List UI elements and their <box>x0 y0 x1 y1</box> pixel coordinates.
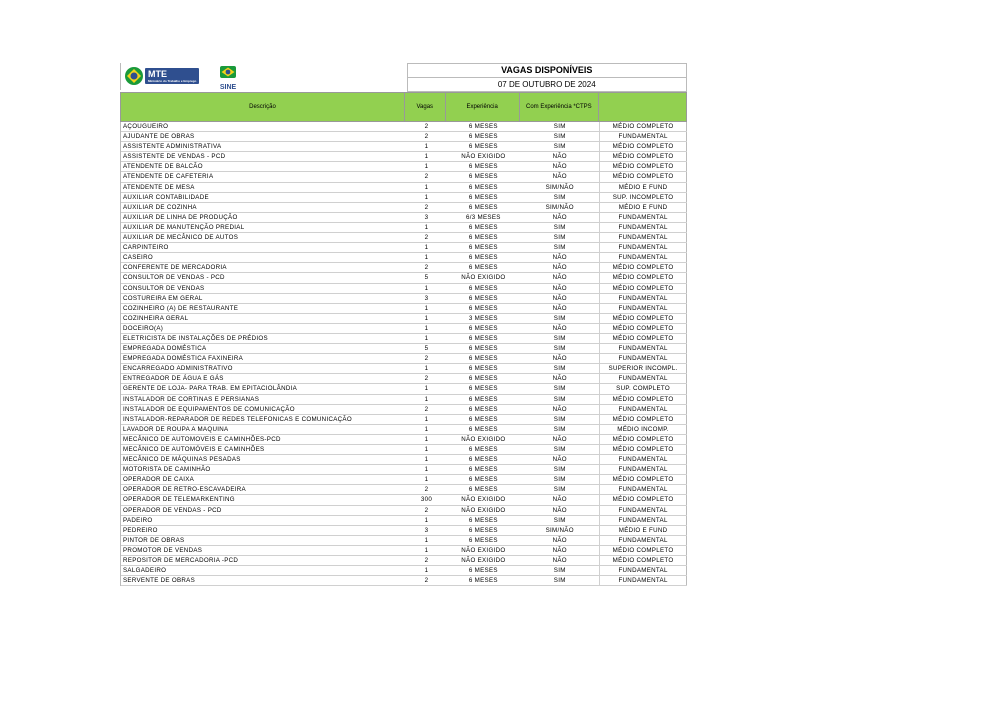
cell-experiencia: 6 MESES <box>468 254 498 262</box>
cell-descricao: INSTALADOR-REPARADOR DE REDES TELEFONICAS E COMUNICAÇÃO <box>123 415 352 423</box>
cell-experiencia: 6 MESES <box>468 345 498 353</box>
cell-escolaridade: FUNDAMENTAL <box>599 455 687 464</box>
cell-vagas: 1 <box>424 183 429 191</box>
cell-vagas: 1 <box>424 435 429 443</box>
cell-escolaridade: MÉDIO COMPLETO <box>599 263 687 272</box>
cell-escolaridade: MÉDIO COMPLETO <box>599 152 687 161</box>
table-row <box>121 465 687 475</box>
cell-com-experiencia: SIM <box>553 486 566 494</box>
table-row <box>121 455 687 465</box>
cell-vagas: 1 <box>424 304 429 312</box>
table-row <box>121 314 687 324</box>
cell-experiencia: 6 MESES <box>468 173 498 181</box>
cell-com-experiencia: NÃO <box>552 264 567 272</box>
cell-descricao: SALGADEIRO <box>123 567 167 575</box>
table-row <box>121 405 687 415</box>
cell-descricao: COSTUREIRA EM GERAL <box>123 294 203 302</box>
cell-escolaridade: FUNDAMENTAL <box>599 465 687 474</box>
cell-com-experiencia: SIM <box>553 446 566 453</box>
cell-vagas: 1 <box>424 415 429 423</box>
table-row <box>121 273 687 283</box>
cell-escolaridade: MÉDIO E FUND <box>599 526 687 535</box>
cell-vagas: 1 <box>424 567 429 575</box>
cell-experiencia: 6 MESES <box>468 203 498 211</box>
table-row <box>121 172 687 182</box>
cell-escolaridade: MÉDIO E FUND <box>599 203 687 212</box>
cell-descricao: GERENTE DE LOJA- PARA TRAB. EM EPITACIOLÂNDIA <box>123 385 298 393</box>
cell-escolaridade: FUNDAMENTAL <box>599 576 687 585</box>
table-header <box>120 92 687 122</box>
cell-com-experiencia: NÃO <box>552 546 567 554</box>
cell-experiencia: 6 MESES <box>468 385 498 393</box>
mte-logo <box>124 66 199 86</box>
cell-experiencia: 6 MESES <box>468 536 498 544</box>
cell-com-experiencia: NÃO <box>552 324 567 332</box>
cell-descricao: COZINHEIRO (A) DE RESTAURANTE <box>123 304 239 312</box>
cell-escolaridade: FUNDAMENTAL <box>599 566 687 575</box>
cell-descricao: AUXILIAR DE COZINHA <box>123 203 197 211</box>
cell-experiencia: 6 MESES <box>468 516 498 524</box>
cell-vagas: 2 <box>424 405 429 413</box>
cell-com-experiencia: NÃO <box>552 355 567 363</box>
page-title: VAGAS DISPONÍVEIS <box>407 63 688 77</box>
cell-descricao: ENCARREGADO ADMINISTRATIVO <box>123 365 233 373</box>
cell-vagas: 1 <box>424 254 429 262</box>
cell-escolaridade: MÉDIO COMPLETO <box>599 334 687 343</box>
table-row <box>121 576 687 586</box>
cell-descricao: ATENDENTE DE CAFETERIA <box>123 173 214 181</box>
table-row <box>121 566 687 576</box>
cell-com-experiencia: NÃO <box>552 153 567 161</box>
cell-descricao: OPERADOR DE TELEMARKENTING <box>123 496 235 504</box>
table-row <box>121 324 687 334</box>
cell-com-experiencia: NÃO <box>552 213 567 221</box>
cell-descricao: EMPREGADA DOMÉSTICA <box>123 345 207 353</box>
cell-descricao: CARPINTEIRO <box>123 244 169 252</box>
cell-experiencia: 6 MESES <box>468 264 498 272</box>
cell-escolaridade: MÉDIO COMPLETO <box>599 284 687 293</box>
cell-com-experiencia: SIM <box>553 425 566 433</box>
cell-com-experiencia: SIM/NÃO <box>545 526 574 534</box>
cell-experiencia: 6 MESES <box>468 234 498 242</box>
cell-com-experiencia: SIM <box>553 395 566 403</box>
cell-experiencia: 6 MESES <box>468 193 498 201</box>
cell-experiencia: 6 MESES <box>468 577 498 585</box>
col-com-experiencia: Com Experiência *CTPS <box>520 93 599 121</box>
table-row <box>121 132 687 142</box>
cell-descricao: OPERADOR DE RETRO-ESCAVADEIRA <box>123 486 246 494</box>
cell-com-experiencia: SIM <box>553 385 566 393</box>
cell-experiencia: 6 MESES <box>468 294 498 302</box>
cell-com-experiencia: NÃO <box>552 173 567 181</box>
cell-descricao: MECÂNICO DE AUTOMÓVEIS E CAMINHÕES <box>123 446 265 453</box>
cell-escolaridade: MÉDIO COMPLETO <box>599 435 687 444</box>
cell-experiencia: 6 MESES <box>468 446 498 453</box>
cell-com-experiencia: SIM <box>553 193 566 201</box>
table-row <box>121 203 687 213</box>
cell-escolaridade: MÉDIO E FUND <box>599 183 687 192</box>
cell-com-experiencia: SIM <box>553 345 566 353</box>
table-row <box>121 415 687 425</box>
cell-descricao: INSTALADOR DE EQUIPAMENTOS DE COMUNICAÇÃO <box>123 405 295 413</box>
logo-area <box>120 63 407 90</box>
cell-vagas: 2 <box>424 375 429 383</box>
cell-escolaridade: FUNDAMENTAL <box>599 132 687 141</box>
cell-experiencia: 6 MESES <box>468 466 498 474</box>
cell-com-experiencia: SIM/NÃO <box>545 203 574 211</box>
cell-com-experiencia: NÃO <box>552 254 567 262</box>
sine-logo: SINE <box>215 65 241 92</box>
cell-descricao: AUXILIAR CONTABILIDADE <box>123 193 209 201</box>
cell-experiencia: 6 MESES <box>468 405 498 413</box>
cell-vagas: 1 <box>424 456 429 464</box>
cell-escolaridade: MÉDIO COMPLETO <box>599 122 687 131</box>
cell-descricao: CONSULTOR DE VENDAS <box>123 284 205 292</box>
cell-escolaridade: FUNDAMENTAL <box>599 223 687 232</box>
cell-experiencia: 6 MESES <box>468 355 498 363</box>
cell-descricao: AUXILIAR DE LINHA DE PRODUÇÃO <box>123 213 238 221</box>
cell-vagas: 1 <box>424 466 429 474</box>
cell-vagas: 1 <box>424 446 429 453</box>
cell-experiencia: 6 MESES <box>468 425 498 433</box>
cell-descricao: PEDREIRO <box>123 526 158 534</box>
title-block <box>407 63 688 92</box>
table-row <box>121 284 687 294</box>
cell-vagas: 2 <box>424 355 429 363</box>
table-body <box>120 122 687 586</box>
table-row <box>121 213 687 223</box>
table-row <box>121 485 687 495</box>
job-vacancies-sheet <box>120 63 687 586</box>
cell-escolaridade: MÉDIO COMPLETO <box>599 142 687 151</box>
cell-com-experiencia: SIM <box>553 466 566 474</box>
cell-vagas: 1 <box>424 546 429 554</box>
cell-com-experiencia: SIM/NÃO <box>545 183 574 191</box>
cell-vagas: 1 <box>424 476 429 484</box>
table-row <box>121 294 687 304</box>
table-row <box>121 142 687 152</box>
cell-vagas: 1 <box>424 163 429 171</box>
cell-descricao: AJUDANTE DE OBRAS <box>123 133 195 141</box>
table-row <box>121 263 687 273</box>
cell-experiencia: 6/3 MESES <box>466 213 501 221</box>
cell-com-experiencia: NÃO <box>552 163 567 171</box>
table-row <box>121 425 687 435</box>
cell-experiencia: 6 MESES <box>468 375 498 383</box>
cell-descricao: CONFERENTE DE MERCADORIA <box>123 264 227 272</box>
col-escolaridade <box>599 93 686 121</box>
cell-vagas: 2 <box>424 557 429 565</box>
cell-vagas: 2 <box>424 486 429 494</box>
cell-descricao: INSTALADOR DE CORTINAS E PERSIANAS <box>123 395 260 403</box>
cell-com-experiencia: NÃO <box>552 405 567 413</box>
cell-experiencia: 6 MESES <box>468 284 498 292</box>
cell-vagas: 3 <box>424 294 429 302</box>
cell-vagas: 1 <box>424 385 429 393</box>
cell-vagas: 1 <box>424 193 429 201</box>
table-row <box>121 395 687 405</box>
cell-vagas: 3 <box>424 213 429 221</box>
cell-descricao: AÇOUGUEIRO <box>123 123 169 130</box>
cell-escolaridade: MÉDIO COMPLETO <box>599 172 687 181</box>
cell-vagas: 1 <box>424 395 429 403</box>
cell-vagas: 2 <box>424 173 429 181</box>
cell-vagas: 1 <box>424 314 429 322</box>
table-row <box>121 152 687 162</box>
cell-descricao: OPERADOR DE CAIXA <box>123 476 195 484</box>
cell-vagas: 2 <box>424 203 429 211</box>
cell-com-experiencia: NÃO <box>552 435 567 443</box>
cell-vagas: 1 <box>424 365 429 373</box>
cell-descricao: OPERADOR DE VENDAS - PCD <box>123 506 222 514</box>
cell-escolaridade: FUNDAMENTAL <box>599 304 687 313</box>
cell-escolaridade: SUPERIOR INCOMPL. <box>599 364 687 373</box>
table-row <box>121 354 687 364</box>
table-row <box>121 536 687 546</box>
table-row <box>121 506 687 516</box>
cell-vagas: 3 <box>424 526 429 534</box>
cell-descricao: PINTOR DE OBRAS <box>123 536 185 544</box>
cell-escolaridade: SUP. COMPLETO <box>599 384 687 393</box>
cell-descricao: MECÂNICO DE AUTOMOVEIS E CAMINHÕES-PCD <box>123 435 281 443</box>
cell-escolaridade: MÉDIO INCOMP. <box>599 425 687 434</box>
cell-com-experiencia: NÃO <box>552 456 567 464</box>
cell-com-experiencia: NÃO <box>552 496 567 504</box>
brazil-flag-icon <box>124 66 144 86</box>
cell-com-experiencia: SIM <box>553 577 566 585</box>
cell-experiencia: 3 MESES <box>468 314 498 322</box>
cell-experiencia: NÃO EXIGIDO <box>461 496 506 504</box>
cell-escolaridade: MÉDIO COMPLETO <box>599 415 687 424</box>
cell-descricao: ASSISTENTE DE VENDAS - PCD <box>123 153 226 161</box>
cell-descricao: AUXILIAR DE MECÂNICO DE AUTOS <box>123 234 239 242</box>
cell-escolaridade: FUNDAMENTAL <box>599 233 687 242</box>
cell-experiencia: 6 MESES <box>468 365 498 373</box>
cell-experiencia: 6 MESES <box>468 123 498 130</box>
cell-descricao: DOCEIRO(A) <box>123 324 164 332</box>
cell-descricao: ATENDENTE DE MESA <box>123 183 195 191</box>
cell-escolaridade: MÉDIO COMPLETO <box>599 556 687 565</box>
cell-experiencia: 6 MESES <box>468 324 498 332</box>
cell-vagas: 1 <box>424 334 429 342</box>
table-row <box>121 516 687 526</box>
cell-descricao: ENTREGADOR DE ÁGUA E GÁS <box>123 375 224 383</box>
table-row <box>121 475 687 485</box>
cell-vagas: 2 <box>424 264 429 272</box>
cell-escolaridade: FUNDAMENTAL <box>599 294 687 303</box>
cell-escolaridade: FUNDAMENTAL <box>599 253 687 262</box>
cell-com-experiencia: SIM <box>553 133 566 141</box>
cell-escolaridade: FUNDAMENTAL <box>599 374 687 383</box>
cell-vagas: 2 <box>424 577 429 585</box>
cell-com-experiencia: SIM <box>553 415 566 423</box>
cell-com-experiencia: SIM <box>553 476 566 484</box>
table-row <box>121 364 687 374</box>
cell-descricao: PADEIRO <box>123 516 153 524</box>
cell-escolaridade: FUNDAMENTAL <box>599 485 687 494</box>
cell-descricao: ELETRICISTA DE INSTALAÇÕES DE PRÉDIOS <box>123 334 268 342</box>
cell-vagas: 2 <box>424 234 429 242</box>
cell-com-experiencia: SIM <box>553 123 566 130</box>
cell-descricao: SERVENTE DE OBRAS <box>123 577 196 585</box>
cell-vagas: 1 <box>424 143 429 151</box>
cell-escolaridade: FUNDAMENTAL <box>599 536 687 545</box>
cell-com-experiencia: SIM <box>553 365 566 373</box>
cell-escolaridade: SUP. INCOMPLETO <box>599 193 687 202</box>
cell-com-experiencia: NÃO <box>552 294 567 302</box>
table-row <box>121 122 687 132</box>
cell-vagas: 1 <box>424 536 429 544</box>
table-row <box>121 374 687 384</box>
cell-escolaridade: FUNDAMENTAL <box>599 405 687 414</box>
cell-com-experiencia: NÃO <box>552 274 567 282</box>
cell-vagas: 2 <box>424 506 429 514</box>
cell-experiencia: 6 MESES <box>468 486 498 494</box>
cell-descricao: AUXILIAR DE MANUTENÇÃO PREDIAL <box>123 223 245 231</box>
cell-com-experiencia: SIM <box>553 244 566 252</box>
cell-descricao: CASEIRO <box>123 254 153 262</box>
cell-escolaridade: FUNDAMENTAL <box>599 213 687 222</box>
cell-com-experiencia: NÃO <box>552 284 567 292</box>
table-row <box>121 526 687 536</box>
cell-escolaridade: MÉDIO COMPLETO <box>599 546 687 555</box>
table-row <box>121 193 687 203</box>
page-date: 07 DE OUTUBRO DE 2024 <box>407 77 688 92</box>
cell-com-experiencia: SIM <box>553 334 566 342</box>
cell-experiencia: 6 MESES <box>468 183 498 191</box>
cell-experiencia: 6 MESES <box>468 133 498 141</box>
cell-com-experiencia: NÃO <box>552 536 567 544</box>
table-row <box>121 183 687 193</box>
cell-com-experiencia: NÃO <box>552 506 567 514</box>
cell-vagas: 5 <box>424 345 429 353</box>
cell-com-experiencia: NÃO <box>552 304 567 312</box>
cell-experiencia: 6 MESES <box>468 526 498 534</box>
cell-escolaridade: MÉDIO COMPLETO <box>599 395 687 404</box>
cell-descricao: MOTORISTA DE CAMINHÃO <box>123 466 211 474</box>
cell-escolaridade: FUNDAMENTAL <box>599 243 687 252</box>
cell-escolaridade: FUNDAMENTAL <box>599 516 687 525</box>
col-vagas: Vagas <box>405 93 446 121</box>
cell-vagas: 1 <box>424 244 429 252</box>
cell-escolaridade: MÉDIO COMPLETO <box>599 314 687 323</box>
sheet-header <box>120 63 687 92</box>
cell-com-experiencia: SIM <box>553 223 566 231</box>
table-row <box>121 435 687 445</box>
col-experiencia: Experiência <box>446 93 520 121</box>
cell-com-experiencia: NÃO <box>552 557 567 565</box>
cell-descricao: EMPREGADA DOMÉSTICA FAXINEIRA <box>123 355 244 363</box>
cell-descricao: CONSULTOR DE VENDAS - PCD <box>123 274 225 282</box>
cell-escolaridade: MÉDIO COMPLETO <box>599 445 687 454</box>
table-row <box>121 253 687 263</box>
cell-vagas: 1 <box>424 425 429 433</box>
cell-com-experiencia: SIM <box>553 314 566 322</box>
table-row <box>121 495 687 505</box>
cell-vagas: 1 <box>424 284 429 292</box>
table-row <box>121 223 687 233</box>
cell-experiencia: 6 MESES <box>468 163 498 171</box>
cell-com-experiencia: SIM <box>553 143 566 151</box>
cell-experiencia: 6 MESES <box>468 476 498 484</box>
table-row <box>121 344 687 354</box>
table-row <box>121 304 687 314</box>
cell-vagas: 1 <box>424 153 429 161</box>
cell-experiencia: 6 MESES <box>468 456 498 464</box>
cell-com-experiencia: SIM <box>553 234 566 242</box>
cell-experiencia: NÃO EXIGIDO <box>461 153 506 161</box>
cell-escolaridade: MÉDIO COMPLETO <box>599 475 687 484</box>
table-row <box>121 162 687 172</box>
cell-vagas: 1 <box>424 324 429 332</box>
table-row <box>121 384 687 394</box>
table-row <box>121 233 687 243</box>
sine-emblem-icon <box>219 65 237 79</box>
cell-escolaridade: MÉDIO COMPLETO <box>599 162 687 171</box>
cell-experiencia: NÃO EXIGIDO <box>461 274 506 282</box>
cell-experiencia: NÃO EXIGIDO <box>461 557 506 565</box>
cell-descricao: PROMOTOR DE VENDAS <box>123 546 203 554</box>
cell-descricao: ATENDENTE DE BALCÃO <box>123 163 203 171</box>
table-row <box>121 556 687 566</box>
cell-escolaridade: MÉDIO COMPLETO <box>599 495 687 504</box>
cell-experiencia: 6 MESES <box>468 143 498 151</box>
cell-vagas: 1 <box>424 516 429 524</box>
cell-descricao: COZINHEIRA GERAL <box>123 314 189 322</box>
table-row <box>121 243 687 253</box>
table-row <box>121 334 687 344</box>
cell-experiencia: 6 MESES <box>468 304 498 312</box>
cell-vagas: 2 <box>424 133 429 141</box>
cell-escolaridade: MÉDIO COMPLETO <box>599 273 687 282</box>
cell-vagas: 2 <box>424 123 429 130</box>
cell-descricao: MECÂNICO DE MÁQUINAS PESADAS <box>123 456 241 464</box>
table-row <box>121 546 687 556</box>
cell-escolaridade: FUNDAMENTAL <box>599 354 687 363</box>
cell-com-experiencia: SIM <box>553 516 566 524</box>
cell-descricao: REPOSITOR DE MERCADORIA -PCD <box>123 557 239 565</box>
cell-escolaridade: FUNDAMENTAL <box>599 344 687 353</box>
cell-experiencia: 6 MESES <box>468 334 498 342</box>
mte-wordmark: MTE Ministério do Trabalho e Emprego <box>145 68 199 84</box>
cell-vagas: 300 <box>420 496 433 504</box>
cell-experiencia: NÃO EXIGIDO <box>461 546 506 554</box>
cell-vagas: 1 <box>424 223 429 231</box>
cell-descricao: LAVADOR DE ROUPA A MAQUINA <box>123 425 229 433</box>
cell-com-experiencia: SIM <box>553 567 566 575</box>
cell-escolaridade: FUNDAMENTAL <box>599 506 687 515</box>
cell-experiencia: 6 MESES <box>468 244 498 252</box>
cell-escolaridade: MÉDIO COMPLETO <box>599 324 687 333</box>
cell-descricao: ASSISTENTE ADMINISTRATIVA <box>123 143 222 151</box>
table-row <box>121 445 687 455</box>
cell-experiencia: 6 MESES <box>468 223 498 231</box>
cell-experiencia: NÃO EXIGIDO <box>461 506 506 514</box>
cell-experiencia: 6 MESES <box>468 415 498 423</box>
cell-experiencia: 6 MESES <box>468 567 498 575</box>
cell-com-experiencia: NÃO <box>552 375 567 383</box>
cell-experiencia: 6 MESES <box>468 395 498 403</box>
cell-experiencia: NÃO EXIGIDO <box>461 435 506 443</box>
cell-vagas: 5 <box>424 274 429 282</box>
col-descricao: Descrição <box>121 93 405 121</box>
